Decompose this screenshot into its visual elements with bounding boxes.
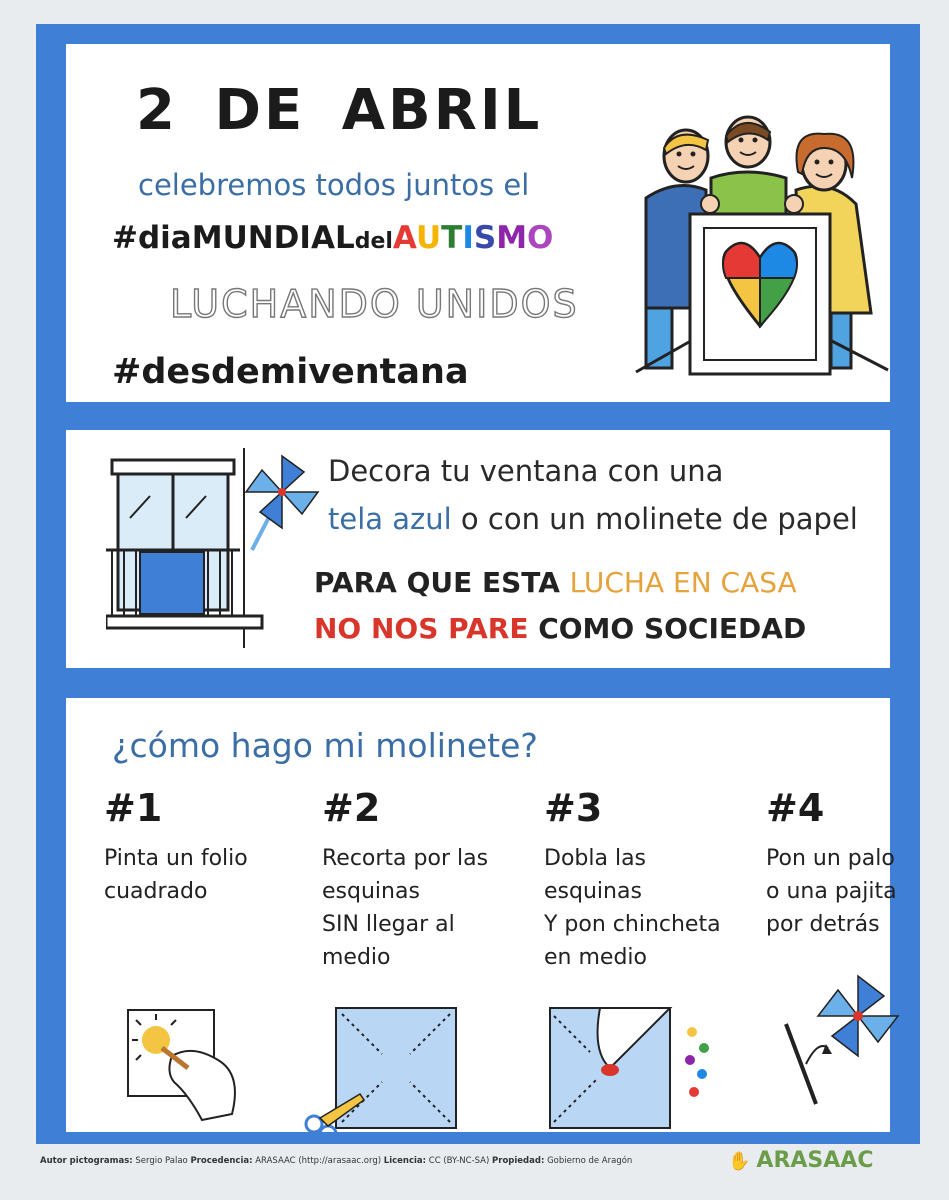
blue-cloth-text: tela azul [328, 502, 452, 536]
slogan-line-1-a: PARA QUE ESTA [314, 566, 570, 599]
slogan-line-2-b: COMO SOCIEDAD [528, 612, 807, 645]
autismo-letter: U [415, 220, 442, 256]
procedencia: ARASAAC (http://arasaac.org) [255, 1156, 382, 1166]
decorate-line-2 [328, 502, 858, 536]
poster-title: 2 DE ABRIL [136, 78, 543, 143]
cut-square-icon [302, 1002, 482, 1152]
decorate-line-2-rest: o con un molinete de papel [451, 502, 858, 536]
hashtag-dia-mundial [112, 220, 553, 256]
step-text: Pon un palo o una pajita por detrás [766, 846, 897, 937]
credits-footer [40, 1156, 632, 1166]
howto-panel [66, 698, 897, 1132]
hand-icon: ✋ [728, 1151, 751, 1172]
step-3 [544, 786, 744, 974]
autor-label: Autor pictogramas: [40, 1156, 133, 1166]
step-1 [104, 786, 304, 908]
autismo-letter: A [392, 220, 416, 256]
autor: Sergio Palao [135, 1156, 188, 1166]
step-number: #1 [104, 786, 163, 830]
slogan-line-2 [314, 612, 806, 645]
arasaac-logo [728, 1148, 873, 1173]
hashtag-mundial: MUNDIAL [191, 220, 355, 256]
licencia-label: Licencia: [383, 1156, 427, 1166]
slogan-line-1-b: LUCHA EN CASA [569, 566, 797, 599]
family-heart-illustration [626, 108, 896, 378]
hashtag-prefix: #dia [112, 220, 192, 256]
autismo-letter: T [441, 220, 463, 256]
hashtag-del: del [354, 229, 393, 254]
logo-text: ARASAAC [756, 1148, 874, 1173]
poster-subtitle: celebremos todos juntos el [138, 168, 530, 202]
slogan-line-2-a: NO NOS PARE [314, 612, 529, 645]
propiedad-label: Propiedad: [492, 1156, 545, 1166]
autismo-letter: M [496, 220, 528, 256]
step-text: Dobla las esquinas Y pon chincheta en medio [544, 846, 721, 970]
decorate-panel [66, 430, 890, 668]
pinwheel-stick-icon [766, 968, 906, 1108]
slogan: LUCHANDO UNIDOS [170, 282, 579, 326]
fold-corners-icon [540, 1002, 720, 1132]
autismo-letter: O [527, 220, 554, 256]
step-text: Pinta un folio cuadrado [104, 846, 248, 904]
step-2 [322, 786, 522, 974]
slogan-line-1 [314, 566, 797, 599]
decorate-line-1: Decora tu ventana con una [328, 454, 724, 488]
licencia: CC (BY-NC-SA) [428, 1156, 490, 1166]
autismo-letter: S [473, 220, 497, 256]
header-panel [66, 44, 890, 402]
autismo-letter: I [462, 220, 474, 256]
howto-question: ¿cómo hago mi molinete? [112, 726, 538, 765]
procedencia-label: Procedencia: [190, 1156, 253, 1166]
paint-sheet-icon [122, 1004, 252, 1124]
step-number: #2 [322, 786, 381, 830]
step-4 [766, 786, 949, 941]
step-number: #4 [766, 786, 825, 830]
hashtag-autismo [393, 220, 553, 256]
pinwheel-icon [242, 452, 322, 552]
hashtag-desde-mi-ventana: #desdemiventana [112, 352, 469, 392]
step-text: Recorta por las esquinas SIN llegar al medio [322, 846, 489, 970]
poster-frame [36, 24, 920, 1144]
propiedad: Gobierno de Aragón [547, 1156, 633, 1166]
step-number: #3 [544, 786, 603, 830]
